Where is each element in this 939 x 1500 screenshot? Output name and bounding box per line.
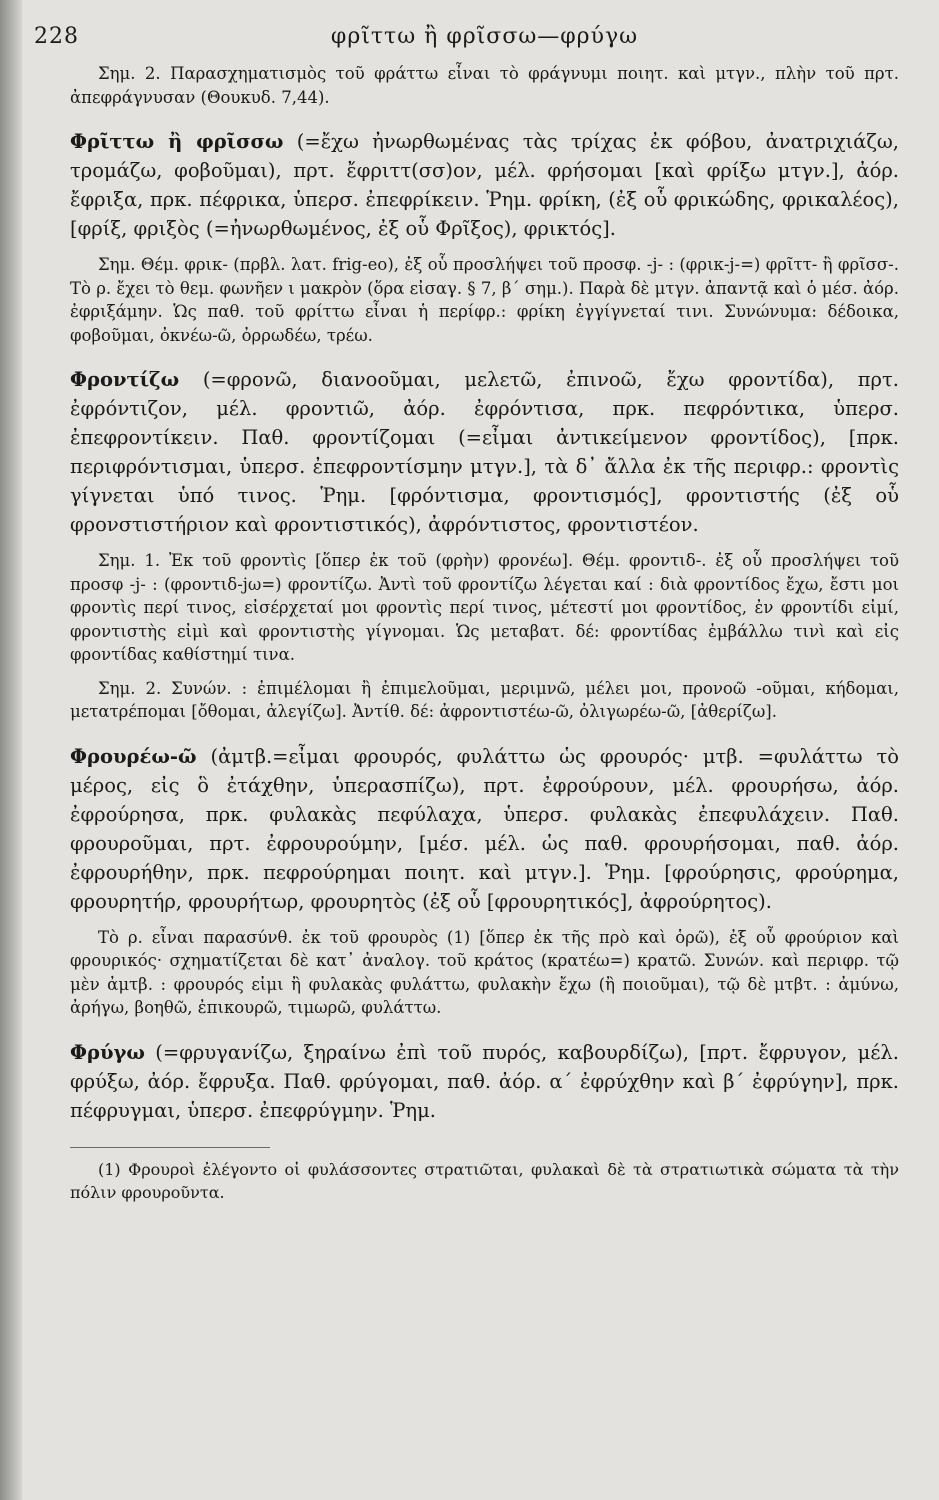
entry-lemma: Φρουρέω-ῶ [70,744,197,768]
note-fratto-2: Σημ. 2. Παρασχηματισμὸς τοῦ φράττω εἶναι τὸ φράγνυμι ποιητ. καὶ μτγν., πλὴν τοῦ πρτ. ἀπεφράγνυσαν (Θουκυδ. 7,44). [70,64,899,107]
entry-body: (=φρονῶ, διανοοῦμαι, μελετῶ, ἐπινοῶ, ἔχω φροντίδα), πρτ. ἐφρόντιζον, μέλ. φροντιῶ, ἀόρ. ἐφρόντισα, πρκ. πεφρόντικα, ὑπερσ. ἐπεφροντίκειν. Παθ. φροντίζομαι (=εἶμαι ἀντικείμενον φροντίδος), [πρκ. περιφρόντισμαι, ὑπερσ. ἐπεφροντίσμην μτγν.], τὰ δ᾽ ἄλλα ἐκ τῆς περιφρ.: φροντὶς γίγνεται ὑπό τινος. Ῥημ. [φρόντισμα, φροντισμός], φροντιστής (ἐξ οὗ φρονστιστήριον καὶ φροντιστικός), ἀφρόντιστος, φροντιστέον. [70,368,899,536]
entry-lemma: Φρύγω [70,1040,145,1064]
running-head: φρῖττω ἢ φρῖσσω—φρύγω [330,24,639,49]
entry-frontizo [70,365,899,539]
note-froureo-1: Τὸ ρ. εἶναι παρασύνθ. ἐκ τοῦ φρουρὸς (1) [ὅπερ ἐκ τῆς πρὸ καὶ ὁρῶ), ἐξ οὗ φρούριον καὶ φρουρικός· σχηματίζεται δὲ κατ᾽ ἀναλογ. τοῦ κράτος (κρατέω=) κρατῶ. Συνών. καὶ περιφρ. τῷ μὲν ἀμτβ. : φρουρός εἰμι ἢ φυλακὰς φυλάττω, φυλακὴν ἔχω (ἢ ποιοῦμαι), τῷ δὲ μτβτ. : ἀμύνω, ἀρήγω, βοηθῶ, ἐπικουρῶ, τιμωρῶ, φυλάττω. [70,927,899,1017]
note-fritto-1: Σημ. Θέμ. φρικ- (πρβλ. λατ. frig-eo), ἐξ οὗ προσλήψει τοῦ προσφ. -j- : (φρικ-j-=) φρῖττ- ἢ φρῖσσ-. Τὸ ρ. ἔχει τὸ θεμ. φωνῆεν ι μακρὸν (ὅρα εἰσαγ. § 7, β΄ σημ.). Παρὰ δὲ μτγν. ἀπαντᾷ καὶ ὁ μέσ. ἀόρ. ἐφριξάμην. Ὡς παθ. τοῦ φρίττω εἶναι ἡ περίφρ.: φρίκη ἐγγίγνεταί τινι. Συνώνυμα: δέδοικα, φοβοῦμαι, ὀκνέω-ῶ, ὀρρωδέω, τρέω. [70,255,899,345]
entry-frygo [70,1038,899,1125]
note-frontizo-1: Σημ. 1. Ἐκ τοῦ φροντὶς [ὅπερ ἐκ τοῦ (φρὴν) φρονέω]. Θέμ. φροντιδ-. ἐξ οὗ προσλήψει τοῦ προσφ -j- : (φροντιδ-jω=) φροντίζω. Ἀντὶ τοῦ φροντίζω λέγεται καί : διὰ φροντίδος ἔχω, ἔστι μοι φροντὶς περί τινος, εἰσέρχεταί μοι φροντὶς περί τινος, μέτεστί μοι φροντίδος, ἐν φροντίδι εἰμί, φροντιστὴς εἰμὶ καὶ φροντιστὴς γίγνομαι. Ὡς μεταβατ. δέ: φροντίδας ἐμβάλλω τινὶ καὶ εἰς φροντίδας καθίστημί τινα. [70,551,899,664]
footnote: (1) Φρουροὶ ἐλέγοντο οἱ φυλάσσοντες στρατιῶται, φυλακαὶ δὲ τὰ στρατιωτικὰ σώματα τὰ τὴν πόλιν φρουροῦντα. [70,1159,899,1202]
entry-body: (=ἔχω ἠνωρθωμένας τὰς τρίχας ἐκ φόβου, ἀνατριχιάζω, τρομάζω, φοβοῦμαι), πρτ. ἔφριττ(σσ)ον, μέλ. φρήσομαι [καὶ φρίξω μτγν.], ἀόρ. ἔφριξα, πρκ. πέφρικα, ὑπερσ. ἐπεφρίκειν. Ῥημ. φρίκη, (ἐξ οὗ φρικώδης, φρικαλέος), [φρίξ, φριξὸς (=ἠνωρθωμένος, ἐξ οὗ Φρῖξος), φρικτός]. [70,130,899,240]
footnote-divider [70,1147,270,1148]
entry-lemma: Φροντίζω [70,368,180,391]
page-header [34,22,899,62]
note-frontizo-2: Σημ. 2. Συνών. : ἐπιμέλομαι ἢ ἐπιμελοῦμαι, μεριμνῶ, μέλει μοι, προνοῶ -οῦμαι, κήδομαι, μετατρέπομαι [ὄθομαι, ἀλεγίζω]. Ἀντίθ. δέ: ἀφροντιστέω-ῶ, ὀλιγωρέω-ῶ, [ἀθερίζω]. [70,678,899,721]
entry-lemma: Φρῖττω ἢ φρῖσσω [70,130,284,153]
binding-edge-shadow [0,0,22,1500]
page-number: 228 [34,24,79,49]
entry-fritto [70,127,899,243]
entry-body: (=φρυγανίζω, ξηραίνω ἐπὶ τοῦ πυρός, καβουρδίζω), [πρτ. ἔφρυγον, μέλ. φρύξω, ἀόρ. ἔφρυξα. Παθ. φρύγομαι, παθ. ἀόρ. α΄ ἐφρύχθην καὶ β΄ ἐφρύγην], πρκ. πέφρυγμαι, ὑπερσ. ἐπεφρύγμην. Ῥημ. [70,1040,899,1122]
entry-body: (ἀμτβ.=εἶμαι φρουρός, φυλάττω ὡς φρουρός· μτβ. =φυλάττω τὸ μέρος, εἰς ὃ ἐτάχθην, ὑπερασπίζω), πρτ. ἐφρούρουν, μέλ. φρουρήσω, ἀόρ. ἐφρούρησα, πρκ. φυλακὰς πεφύλαχα, ὑπερσ. φυλακὰς ἐπεφυλάχειν. Παθ. φρουροῦμαι, πρτ. ἐφρουρούμην, [μέσ. μέλ. ὡς παθ. φρουρήσομαι, παθ. ἀόρ. ἐφρουρήθην, πρκ. πεφρούρημαι ποιητ. καὶ μτγν.]. Ῥημ. [φρούρησις, φρούρημα, φρουρητήρ, φρουρήτωρ, φρουρητὸς (ἐξ οὗ [φρουρητικός], ἀφρούρητος). [70,744,899,913]
entry-froureo [70,742,899,916]
